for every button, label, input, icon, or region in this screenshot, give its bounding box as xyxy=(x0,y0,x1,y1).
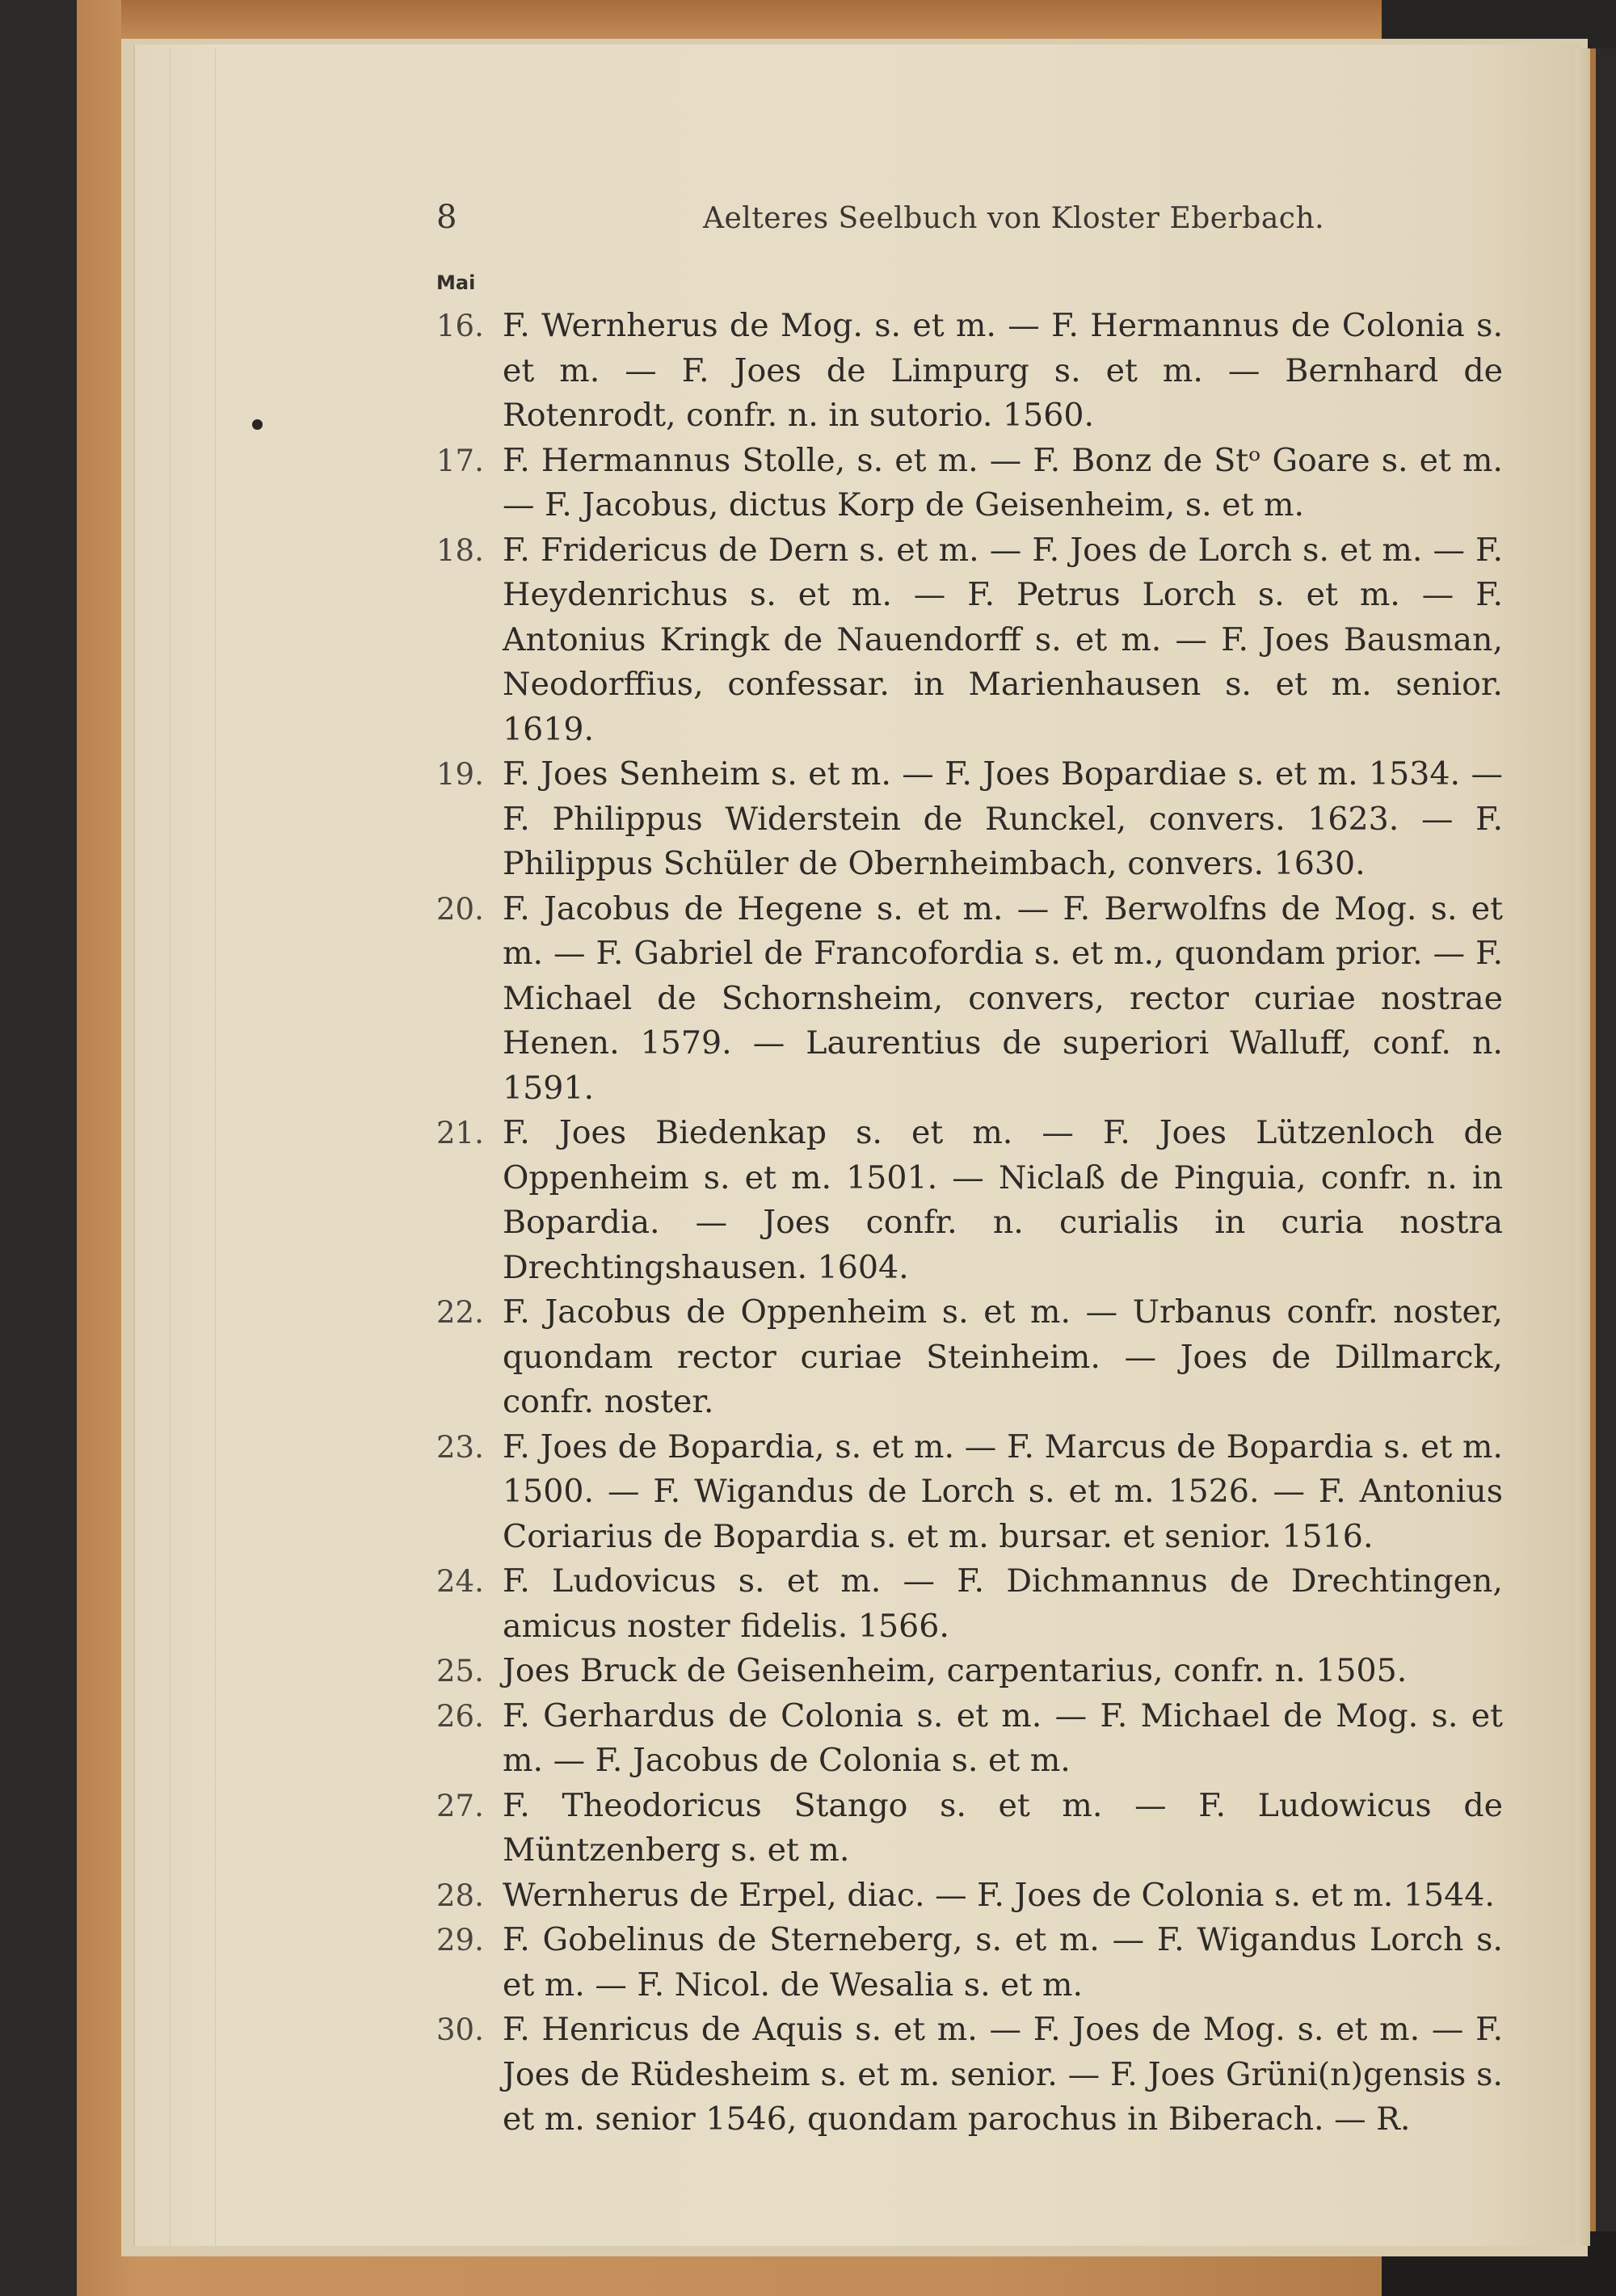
cover-edge-top xyxy=(121,0,1398,44)
day-number: 24. xyxy=(436,1564,484,1599)
ink-spot xyxy=(252,419,263,430)
entry-text: F. Joes Senheim s. et m. — F. Joes Bopardiae s. et m. 1534. — F. Philippus Widerstein de Runckel, convers. 1623. — F. Philippus Schüler de Obernheimbach, convers. 1630. xyxy=(503,755,1503,882)
list-item xyxy=(428,1694,1503,1784)
entry-text: F. Joes Biedenkap s. et m. — F. Joes Lützenloch de Oppenheim s. et m. 1501. — Niclaß de Pinguia, confr. n. in Bopardia. — Joes confr. n. curialis in curia nostra Drechtingshausen. 1604. xyxy=(503,1114,1503,1286)
list-item xyxy=(428,1290,1503,1425)
list-item xyxy=(428,1784,1503,1873)
day-number: 28. xyxy=(436,1878,484,1913)
day-number: 29. xyxy=(436,1923,484,1957)
page-number: 8 xyxy=(436,199,457,236)
entry-text: F. Jacobus de Oppenheim s. et m. — Urbanus confr. noster, quondam rector curiae Steinheim. — Joes de Dillmarck, confr. noster. xyxy=(503,1293,1503,1420)
entry-text: Joes Bruck de Geisenheim, carpentarius, confr. n. 1505. xyxy=(503,1652,1408,1689)
entry-text: F. Gobelinus de Sterneberg, s. et m. — F. Wigandus Lorch s. et m. — F. Nicol. de Wesalia s. et m. xyxy=(503,1921,1503,2004)
day-number: 27. xyxy=(436,1788,484,1823)
entry-text: F. Hermannus Stolle, s. et m. — F. Bonz de Stᵒ Goare s. et m. — F. Jacobus, dictus Korp de Geisenheim, s. et m. xyxy=(503,441,1503,524)
list-item xyxy=(428,1873,1503,1919)
day-number: 30. xyxy=(436,2012,484,2047)
running-header xyxy=(436,199,1487,247)
entry-text: F. Wernherus de Mog. s. et m. — F. Hermannus de Colonia s. et m. — F. Joes de Limpurg s. et m. — Bernhard de Rotenrodt, confr. n. in sutorio. 1560. xyxy=(503,307,1503,434)
day-number: 17. xyxy=(436,443,484,478)
entry-text: Wernherus de Erpel, diac. — F. Joes de Colonia s. et m. 1544. xyxy=(503,1876,1495,1914)
day-number: 26. xyxy=(436,1698,484,1734)
day-number: 25. xyxy=(436,1654,484,1688)
day-number: 16. xyxy=(436,309,484,343)
day-number: 19. xyxy=(436,757,484,792)
entry-text: F. Fridericus de Dern s. et m. — F. Joes de Lorch s. et m. — F. Heydenrichus s. et m. — F. Petrus Lorch s. et m. — F. Antonius Kringk de Nauendorff s. et m. — F. Joes Bausman, Neodorffius, confessar. in Marienhausen s. et m. senior. 1619. xyxy=(503,531,1503,748)
list-item xyxy=(428,752,1503,887)
entry-text: F. Gerhardus de Colonia s. et m. — F. Michael de Mog. s. et m. — F. Jacobus de Colonia s. et m. xyxy=(503,1697,1503,1779)
day-number: 18. xyxy=(436,532,484,568)
entry-text: F. Jacobus de Hegene s. et m. — F. Berwolfns de Mog. s. et m. — F. Gabriel de Francofordia s. et m., quondam prior. — F. Michael de Schornsheim, convers, rector curiae nostrae Henen. 1579. — Laurentius de superiori Walluff, conf. n. 1591. xyxy=(503,889,1503,1107)
running-title: Aelteres Seelbuch von Kloster Eberbach. xyxy=(703,202,1325,235)
list-item xyxy=(428,887,1503,1112)
day-number: 20. xyxy=(436,891,484,927)
list-item xyxy=(428,2008,1503,2143)
list-item xyxy=(428,1559,1503,1649)
entry-text: F. Ludovicus s. et m. — F. Dichmannus de Drechtingen, amicus noster fidelis. 1566. xyxy=(503,1562,1503,1645)
list-item xyxy=(428,439,1503,528)
day-number: 22. xyxy=(436,1295,484,1330)
month-label: Mai xyxy=(436,271,476,294)
entry-text: F. Joes de Bopardia, s. et m. — F. Marcus de Bopardia s. et m. 1500. — F. Wigandus de Lorch s. et m. 1526. — F. Antonius Coriarius de Bopardia s. et m. bursar. et senior. 1516. xyxy=(503,1428,1503,1555)
list-item xyxy=(428,1918,1503,2008)
list-item xyxy=(428,528,1503,753)
page-gutter-lines xyxy=(170,48,216,2246)
page-right-edge xyxy=(1576,48,1590,2246)
list-item xyxy=(428,304,1503,439)
day-number: 23. xyxy=(436,1429,484,1465)
list-item xyxy=(428,1425,1503,1560)
entry-list xyxy=(428,304,1503,2143)
list-item xyxy=(428,1111,1503,1290)
entry-text: F. Theodoricus Stango s. et m. — F. Ludowicus de Müntzenberg s. et m. xyxy=(503,1786,1503,1869)
list-item xyxy=(428,1649,1503,1694)
entry-text: F. Henricus de Aquis s. et m. — F. Joes de Mog. s. et m. — F. Joes de Rüdesheim s. et m. senior. — F. Joes Grüni(n)gensis s. et m. senior 1546, quondam parochus in Biberach. — R. xyxy=(503,2011,1503,2138)
day-number: 21. xyxy=(436,1116,484,1150)
